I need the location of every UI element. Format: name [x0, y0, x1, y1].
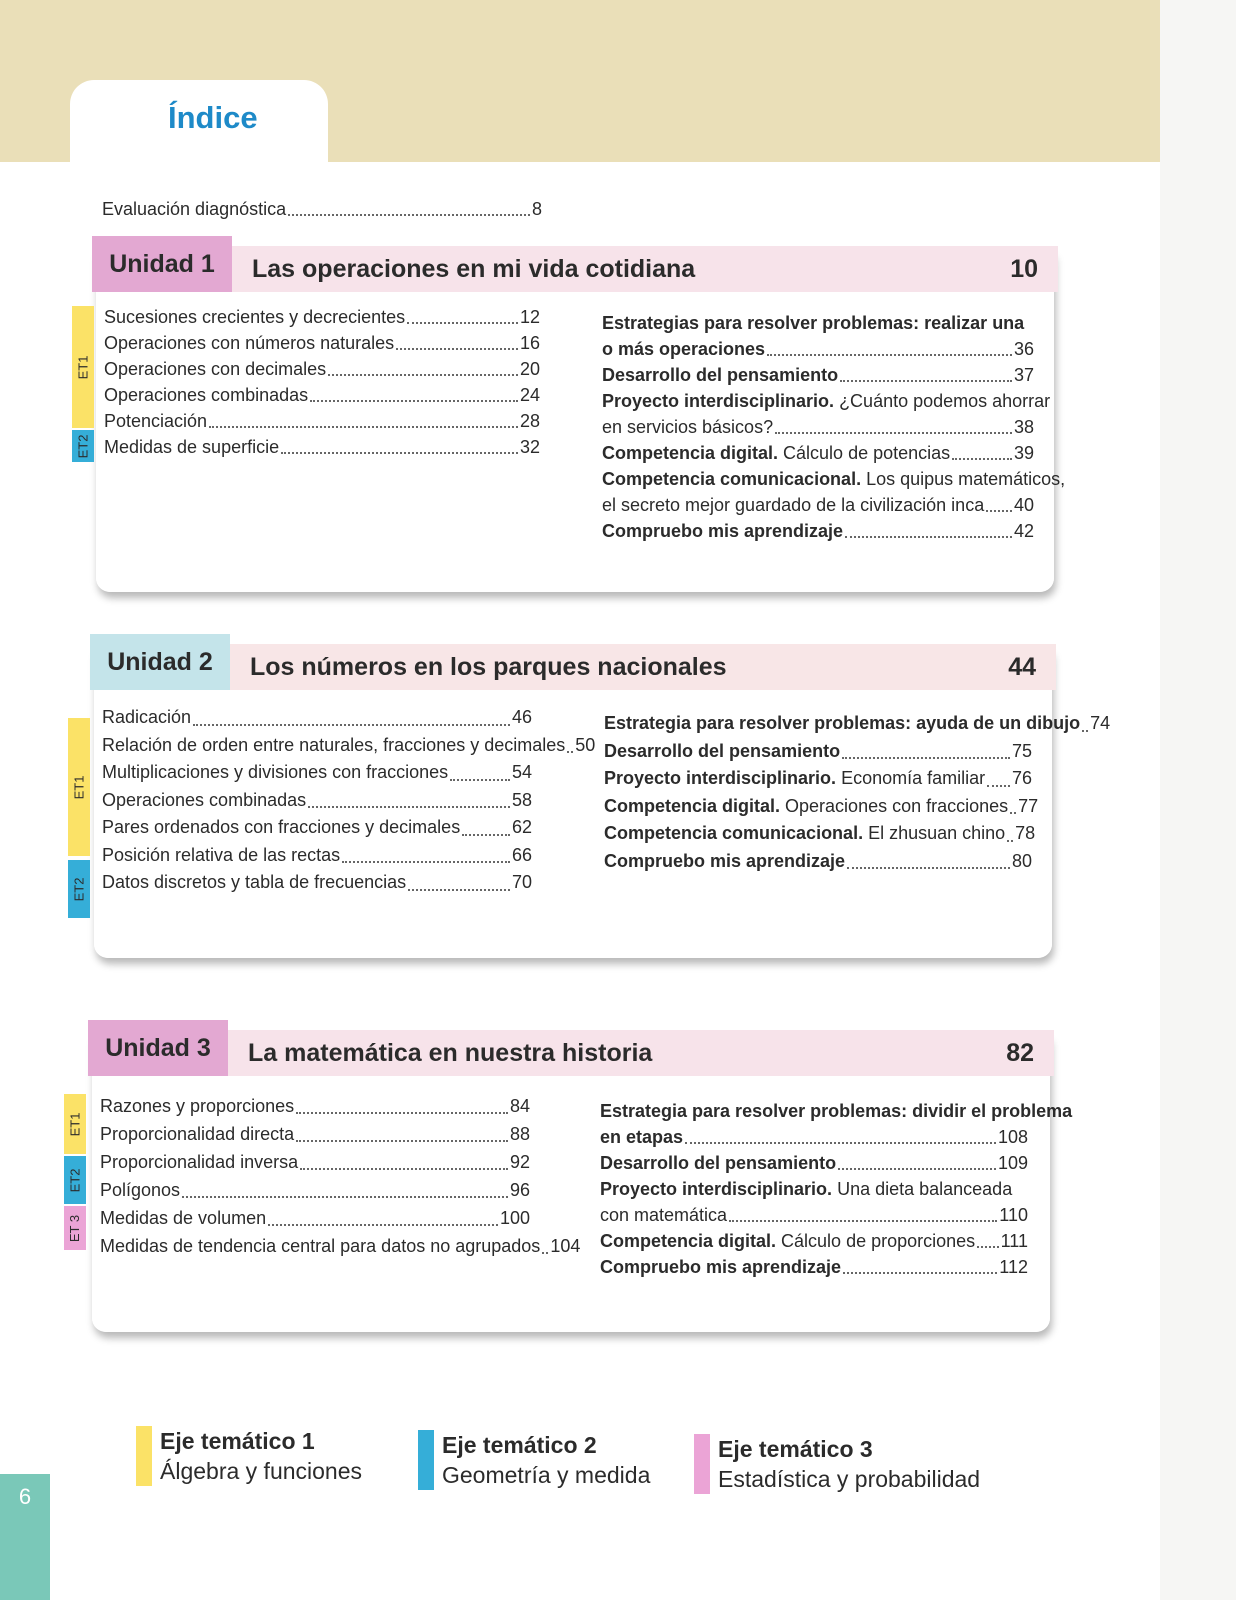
list-item[interactable]: Potenciación 28: [104, 411, 540, 431]
list-item[interactable]: Medidas de tendencia central para datos no agrupados 104: [100, 1236, 581, 1256]
list-item[interactable]: Operaciones con decimales 20: [104, 359, 540, 379]
unit-page: 44: [1008, 652, 1036, 681]
et1-tag: ET1: [68, 718, 90, 856]
list-item[interactable]: Datos discretos y tabla de frecuencias 70: [102, 872, 532, 892]
list-item[interactable]: el secreto mejor guardado de la civilización inca 40: [602, 495, 1034, 515]
legend-text: Eje temático 3 Estadística y probabilidad: [718, 1436, 981, 1492]
unit-badge: Unidad 2: [90, 634, 230, 690]
page-number: 6: [0, 1474, 50, 1600]
unit-header: [92, 236, 1058, 292]
entry-page: 8: [531, 199, 542, 219]
unit-header: [90, 634, 1056, 690]
list-item[interactable]: Estrategia para resolver problemas: ayuda de un dibujo 74: [604, 713, 1111, 733]
list-item[interactable]: Compruebo mis aprendizaje 42: [602, 521, 1034, 541]
list-item[interactable]: Relación de orden entre naturales, fracciones y decimales 50: [102, 734, 596, 755]
unit-topics: [102, 704, 596, 897]
list-item[interactable]: Proporcionalidad inversa 92: [100, 1152, 530, 1172]
list-item[interactable]: Razones y proporciones 84: [100, 1096, 530, 1116]
page-edge: [1160, 0, 1236, 1600]
list-item[interactable]: Competencia digital. Cálculo de proporciones 111: [600, 1231, 1028, 1251]
list-item[interactable]: Competencia digital. Cálculo de potencias 39: [602, 443, 1034, 463]
list-item[interactable]: Competencia comunicacional. El zhusuan chino 78: [604, 823, 1036, 843]
list-item[interactable]: Medidas de volumen 100: [100, 1208, 530, 1228]
list-item[interactable]: en etapas 108: [600, 1127, 1028, 1147]
list-item[interactable]: Medidas de superficie 32: [104, 437, 540, 457]
unit-badge: Unidad 1: [92, 236, 232, 292]
list-item[interactable]: Compruebo mis aprendizaje 112: [600, 1257, 1028, 1277]
list-item[interactable]: Compruebo mis aprendizaje 80: [604, 850, 1032, 871]
list-item[interactable]: Radicación 46: [102, 707, 532, 727]
legend-text: Eje temático 2 Geometría y medida: [442, 1432, 651, 1488]
list-item[interactable]: Sucesiones crecientes y decrecientes 12: [104, 307, 540, 327]
et2-tag: ET2: [72, 430, 94, 462]
entry-line: Proyecto interdisciplinario. Una dieta balanceada: [600, 1179, 1013, 1199]
list-item[interactable]: Operaciones combinadas 58: [102, 789, 532, 810]
unit-header: [88, 1020, 1054, 1076]
legend-swatch: [694, 1434, 710, 1494]
unit-title[interactable]: Los números en los parques nacionales: [250, 652, 727, 681]
list-item[interactable]: Multiplicaciones y divisiones con fracciones 54: [102, 762, 532, 782]
list-item[interactable]: Desarrollo del pensamiento 37: [602, 365, 1034, 385]
et1-tag: ET1: [64, 1094, 86, 1154]
list-item[interactable]: Polígonos 96: [100, 1180, 530, 1200]
et2-tag: ET2: [64, 1156, 86, 1204]
leader-dots: [288, 214, 530, 216]
list-item[interactable]: o más operaciones 36: [602, 339, 1034, 359]
entry-line: Proyecto interdisciplinario. ¿Cuánto podemos ahorrar: [602, 391, 1051, 411]
legend-et1: [136, 1426, 362, 1486]
unit-topics: [100, 1092, 581, 1260]
entry-line: Competencia comunicacional. Los quipus matemáticos,: [602, 469, 1066, 489]
legend-et2: [418, 1430, 650, 1490]
unit-page: 10: [1010, 254, 1038, 283]
legend-swatch: [418, 1430, 434, 1490]
et2-tag: ET2: [68, 860, 90, 918]
page-title: Índice: [168, 100, 258, 135]
list-item[interactable]: Proporcionalidad directa 88: [100, 1124, 530, 1144]
unit-extras: [602, 310, 1066, 544]
unit-extras: [600, 1098, 1073, 1280]
list-item[interactable]: Desarrollo del pensamiento 109: [600, 1153, 1028, 1173]
list-item[interactable]: con matemática 110: [600, 1205, 1028, 1225]
entry-line: Estrategias para resolver problemas: realizar una: [602, 313, 1025, 333]
legend-et3: [694, 1434, 980, 1494]
index-tab: [70, 80, 328, 175]
list-item[interactable]: Desarrollo del pensamiento 75: [604, 740, 1032, 761]
unit-badge: Unidad 3: [88, 1020, 228, 1076]
list-item[interactable]: Competencia digital. Operaciones con fracciones 77: [604, 795, 1039, 816]
list-item[interactable]: en servicios básicos? 38: [602, 417, 1034, 437]
unit-title-bar: [228, 1030, 1054, 1076]
list-item[interactable]: Proyecto interdisciplinario. Economía familiar 76: [604, 768, 1032, 788]
unit-title[interactable]: Las operaciones en mi vida cotidiana: [252, 254, 696, 283]
unit-title-bar: [232, 246, 1058, 292]
et3-tag: ET 3: [64, 1206, 86, 1250]
diagnostic-entry[interactable]: [102, 196, 542, 222]
legend-text: Eje temático 1 Álgebra y funciones: [160, 1428, 363, 1484]
list-item[interactable]: Pares ordenados con fracciones y decimales 62: [102, 817, 532, 837]
entry-line: Estrategia para resolver problemas: dividir el problema: [600, 1101, 1073, 1121]
list-item[interactable]: Operaciones con números naturales 16: [104, 333, 540, 353]
unit-topics: [104, 304, 540, 460]
unit-extras: [604, 710, 1111, 875]
list-item[interactable]: Operaciones combinadas 24: [104, 385, 540, 405]
legend-swatch: [136, 1426, 152, 1486]
list-item[interactable]: Posición relativa de las rectas 66: [102, 844, 532, 865]
unit-page: 82: [1006, 1038, 1034, 1067]
entry-label: Evaluación diagnóstica: [102, 199, 287, 219]
unit-title[interactable]: La matemática en nuestra historia: [248, 1038, 653, 1067]
unit-title-bar: [230, 644, 1056, 690]
et1-tag: ET1: [72, 306, 94, 428]
